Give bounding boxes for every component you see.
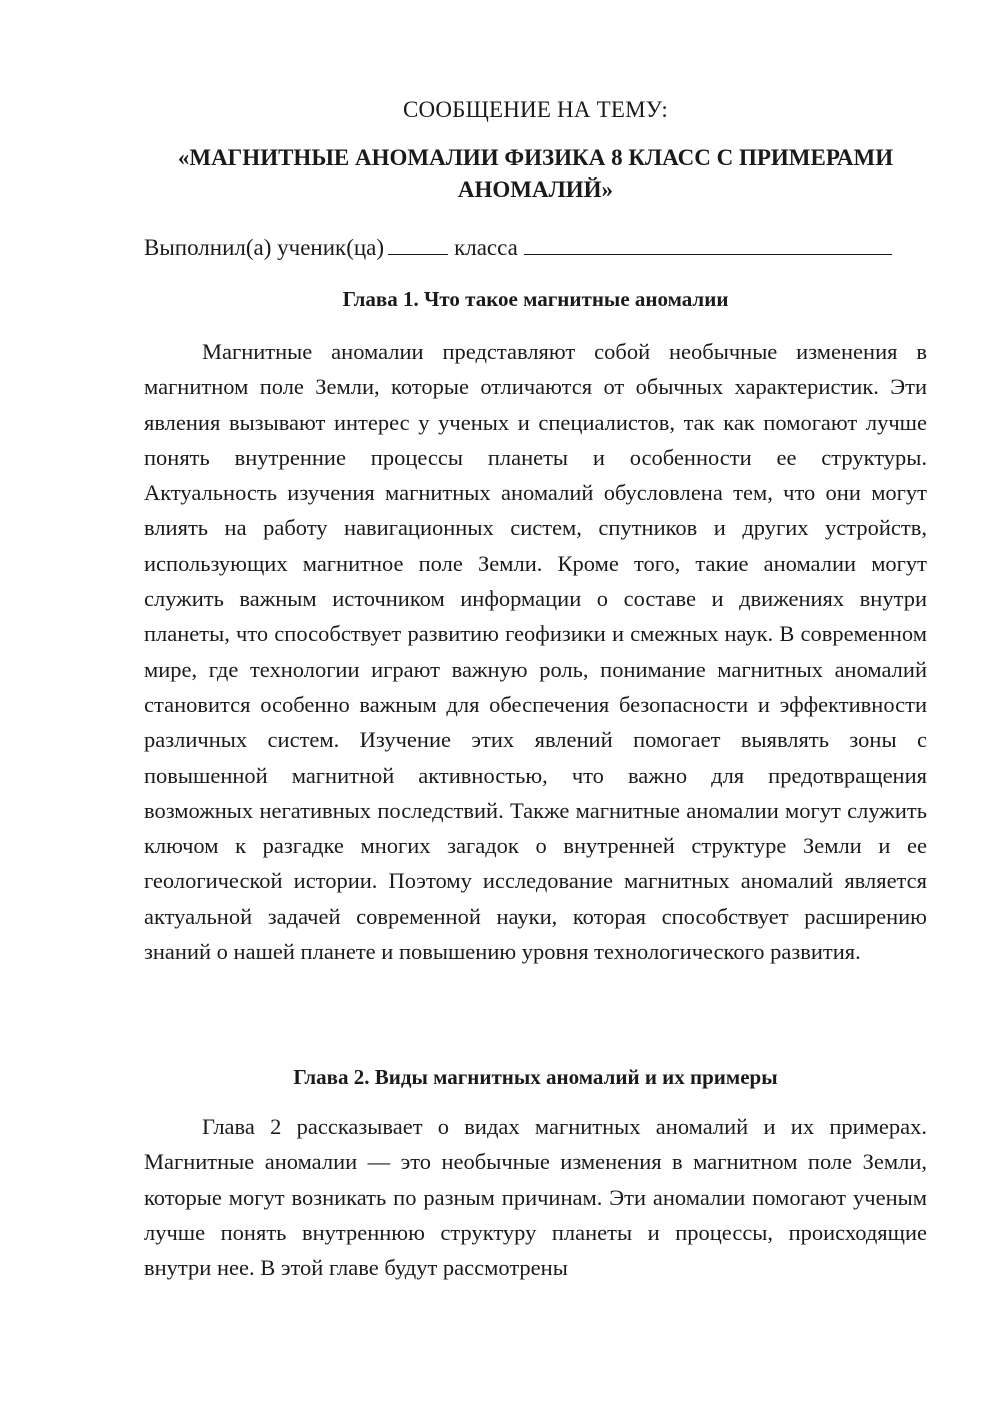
class-label: класса [454,235,518,260]
chapter-2-heading: Глава 2. Виды магнитных аномалий и их примеры [293,1065,778,1089]
name-blank-field[interactable] [524,232,892,255]
chapter-1-paragraph: Магнитные аномалии представляют собой необычные изменения в магнитном поле Земли, которые отличаются от обычных характеристик. Эти явления вызывают интерес у ученых и специалистов, так как помогают лучше понять внутренние процессы планеты и особенности ее структуры. Актуальность изучения магнитных аномалий обусловлена тем, что они могут влиять на работу навигационных систем, спутников и других устройств, использующих магнитное поле Земли. Кроме того, такие аномалии могут служить важным источником информации о составе и движениях внутри планеты, что способствует развитию геофизики и смежных наук. В современном мире, где технологии играют важную роль, понимание магнитных аномалий становится особенно важным для обеспечения безопасности и эффективности различных систем. Изучение этих явлений помогает выявлять зоны с повышенной магнитной активностью, что важно для предотвращения возможных негативных последствий. Также магнитные аномалии могут служить ключом к разгадке многих загадок о внутренней структуре Земли и ее геологической истории. Поэтому исследование магнитных аномалий является актуальной задачей современной науки, которая способствует расширению знаний о нашей планете и повышению уровня технологического развития. [144,339,927,965]
author-line [144,232,927,263]
document-subtitle: СООБЩЕНИЕ НА ТЕМУ: [403,97,668,122]
document-title: «МАГНИТНЫЕ АНОМАЛИИ ФИЗИКА 8 КЛАСС С ПРИМЕРАМИ АНОМАЛИЙ» [177,145,894,202]
grade-blank-field[interactable] [388,232,448,255]
chapter-1-heading: Глава 1. Что такое магнитные аномалии [342,287,729,311]
author-prefix-label: Выполнил(а) ученик(ца) [144,235,385,260]
chapter-2-paragraph: Глава 2 рассказывает о видах магнитных аномалий и их примерах. Магнитные аномалии — это необычные изменения в магнитном поле Земли, которые могут возникать по разным причинам. Эти аномалии помогают ученым лучше понять внутреннюю структуру планеты и процессы, происходящие внутри нее. В этой главе будут рассмотрены [144,1114,927,1281]
